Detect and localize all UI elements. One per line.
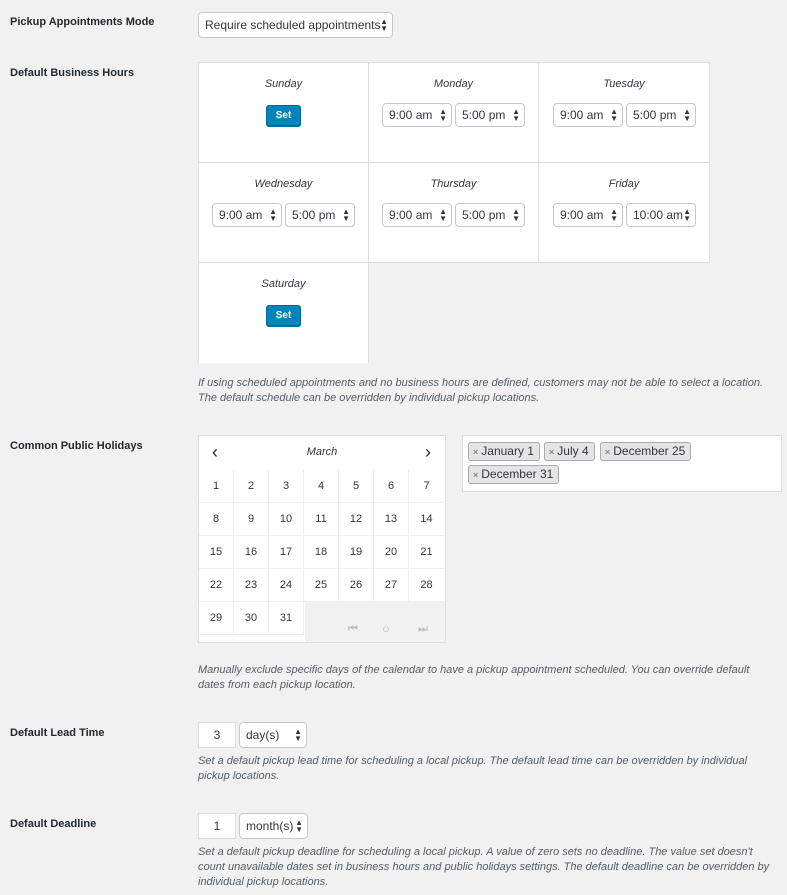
select-arrows-icon: ▲ ▼ bbox=[439, 107, 447, 123]
day-name: Saturday bbox=[261, 278, 306, 290]
select-arrows-icon: ▲ ▼ bbox=[380, 17, 388, 33]
day-cell-tuesday bbox=[539, 63, 709, 163]
calendar-day[interactable]: 7 bbox=[409, 470, 444, 503]
circle-icon[interactable]: ○ bbox=[382, 621, 390, 636]
remove-tag-icon[interactable]: × bbox=[473, 447, 479, 457]
select-arrows-icon: ▲ ▼ bbox=[683, 107, 691, 123]
calendar-month: March bbox=[306, 446, 338, 458]
day-name: Sunday bbox=[264, 78, 303, 90]
holiday-calendar bbox=[198, 435, 446, 643]
select-arrows-icon: ▲ ▼ bbox=[295, 818, 303, 834]
calendar-day[interactable]: 15 bbox=[199, 536, 234, 569]
day-name: Wednesday bbox=[254, 178, 313, 190]
day-cell-wednesday bbox=[199, 163, 369, 263]
calendar-day[interactable]: 10 bbox=[269, 503, 304, 536]
holiday-tag[interactable]: × December 25 bbox=[600, 442, 691, 461]
business-hours-grid bbox=[198, 62, 710, 362]
day-cell-monday bbox=[369, 63, 539, 163]
deadline-unit-select[interactable]: month(s) ▲ ▼ bbox=[239, 813, 308, 839]
close-time-select-tuesday[interactable]: 5:00 pm ▲ ▼ bbox=[626, 103, 696, 127]
calendar-day[interactable]: 14 bbox=[409, 503, 444, 536]
lead-time-input[interactable]: 3 bbox=[198, 722, 236, 748]
calendar-header bbox=[199, 436, 445, 470]
day-cell-sunday bbox=[199, 63, 369, 163]
calendar-day[interactable]: 18 bbox=[304, 536, 339, 569]
select-arrows-icon: ▲ ▼ bbox=[439, 207, 447, 223]
open-time-select-tuesday[interactable]: 9:00 am ▲ ▼ bbox=[553, 103, 623, 127]
calendar-day[interactable]: 19 bbox=[339, 536, 374, 569]
deadline-input[interactable]: 1 bbox=[198, 813, 236, 839]
deadline-label: Default Deadline bbox=[10, 818, 97, 830]
pickup-mode-label: Pickup Appointments Mode bbox=[10, 16, 155, 28]
calendar-day[interactable]: 27 bbox=[374, 569, 409, 602]
remove-tag-icon[interactable]: × bbox=[605, 447, 611, 457]
lead-time-description: Set a default pickup lead time for scheduling a local pickup. The default lead time can be overridden by individual pickup locations. bbox=[198, 755, 748, 782]
day-cell-thursday bbox=[369, 163, 539, 263]
select-arrows-icon: ▲ ▼ bbox=[610, 207, 618, 223]
calendar-footer bbox=[305, 602, 445, 642]
calendar-day[interactable]: 13 bbox=[374, 503, 409, 536]
holiday-tag[interactable]: × July 4 bbox=[544, 442, 595, 461]
chevron-right-icon[interactable]: › bbox=[425, 442, 431, 462]
open-time-select-friday[interactable]: 9:00 am ▲ ▼ bbox=[553, 203, 623, 227]
calendar-day[interactable]: 26 bbox=[339, 569, 374, 602]
select-arrows-icon: ▲ ▼ bbox=[610, 107, 618, 123]
holiday-tag[interactable]: × December 31 bbox=[468, 465, 559, 484]
calendar-day[interactable]: 24 bbox=[269, 569, 304, 602]
day-name: Thursday bbox=[430, 178, 477, 190]
holiday-tags[interactable] bbox=[462, 435, 782, 492]
day-name: Monday bbox=[433, 78, 474, 90]
business-hours-label: Default Business Hours bbox=[10, 67, 135, 79]
calendar-day[interactable]: 17 bbox=[269, 536, 304, 569]
calendar-day[interactable]: 12 bbox=[339, 503, 374, 536]
calendar-day[interactable]: 20 bbox=[374, 536, 409, 569]
business-hours-description: If using scheduled appointments and no business hours are defined, customers may not be able to select a location. The default schedule can be overridden by individual pickup locations. bbox=[198, 377, 764, 404]
calendar-day[interactable]: 29 bbox=[199, 602, 234, 635]
set-hours-button-saturday[interactable]: Set bbox=[266, 305, 301, 326]
pickup-mode-select[interactable] bbox=[198, 12, 393, 38]
holidays-description: Manually exclude specific days of the calendar to have a pickup appointment scheduled. You can override default dates from each pickup location. bbox=[198, 664, 750, 691]
calendar-day[interactable]: 5 bbox=[339, 470, 374, 503]
calendar-day[interactable]: 21 bbox=[409, 536, 444, 569]
day-name: Tuesday bbox=[603, 78, 645, 90]
calendar-day[interactable]: 22 bbox=[199, 569, 234, 602]
select-arrows-icon: ▲ ▼ bbox=[683, 207, 691, 223]
calendar-day[interactable]: 31 bbox=[269, 602, 304, 635]
skip-back-icon[interactable]: ⏮ bbox=[348, 623, 358, 635]
close-time-select-thursday[interactable]: 5:00 pm ▲ ▼ bbox=[455, 203, 525, 227]
calendar-day[interactable]: 28 bbox=[409, 569, 444, 602]
calendar-day[interactable]: 8 bbox=[199, 503, 234, 536]
select-arrows-icon: ▲ ▼ bbox=[294, 727, 302, 743]
lead-time-label: Default Lead Time bbox=[10, 727, 105, 739]
calendar-day[interactable]: 16 bbox=[234, 536, 269, 569]
open-time-select-wednesday[interactable]: 9:00 am ▲ ▼ bbox=[212, 203, 282, 227]
close-time-select-friday[interactable]: 10:00 am ▲ ▼ bbox=[626, 203, 696, 227]
calendar-day[interactable]: 1 bbox=[199, 470, 234, 503]
chevron-left-icon[interactable]: ‹ bbox=[212, 442, 218, 462]
select-arrows-icon: ▲ ▼ bbox=[269, 207, 277, 223]
set-hours-button-sunday[interactable]: Set bbox=[266, 105, 301, 126]
calendar-day[interactable]: 11 bbox=[304, 503, 339, 536]
calendar-day[interactable]: 30 bbox=[234, 602, 269, 635]
empty-cell bbox=[369, 263, 710, 362]
calendar-day[interactable]: 2 bbox=[234, 470, 269, 503]
open-time-select-thursday[interactable]: 9:00 am ▲ ▼ bbox=[382, 203, 452, 227]
calendar-day[interactable]: 25 bbox=[304, 569, 339, 602]
holiday-tag[interactable]: × January 1 bbox=[468, 442, 540, 461]
select-arrows-icon: ▲ ▼ bbox=[512, 207, 520, 223]
holidays-label: Common Public Holidays bbox=[10, 440, 143, 452]
skip-forward-icon[interactable]: ⏭ bbox=[418, 623, 428, 635]
lead-time-unit-select[interactable]: day(s) ▲ ▼ bbox=[239, 722, 307, 748]
select-arrows-icon: ▲ ▼ bbox=[342, 207, 350, 223]
calendar-day[interactable]: 6 bbox=[374, 470, 409, 503]
select-arrows-icon: ▲ ▼ bbox=[512, 107, 520, 123]
remove-tag-icon[interactable]: × bbox=[549, 447, 555, 457]
calendar-day[interactable]: 9 bbox=[234, 503, 269, 536]
close-time-select-wednesday[interactable]: 5:00 pm ▲ ▼ bbox=[285, 203, 355, 227]
pickup-mode-value: Require scheduled appointments bbox=[205, 18, 381, 32]
deadline-description: Set a default pickup deadline for scheduling a local pickup. A value of zero sets no deadline. The value set doesn't count unavailable dates set in business hours and public holidays settings. The default deadline can be overridden by individual pickup locations. bbox=[198, 846, 770, 888]
close-time-select-monday[interactable]: 5:00 pm ▲ ▼ bbox=[455, 103, 525, 127]
calendar-day[interactable]: 3 bbox=[269, 470, 304, 503]
day-cell-saturday bbox=[199, 263, 369, 363]
open-time-select-monday[interactable]: 9:00 am ▲ ▼ bbox=[382, 103, 452, 127]
remove-tag-icon[interactable]: × bbox=[473, 470, 479, 480]
day-cell-friday bbox=[539, 163, 709, 263]
calendar-day[interactable]: 4 bbox=[304, 470, 339, 503]
calendar-day[interactable]: 23 bbox=[234, 569, 269, 602]
day-name: Friday bbox=[608, 178, 640, 190]
